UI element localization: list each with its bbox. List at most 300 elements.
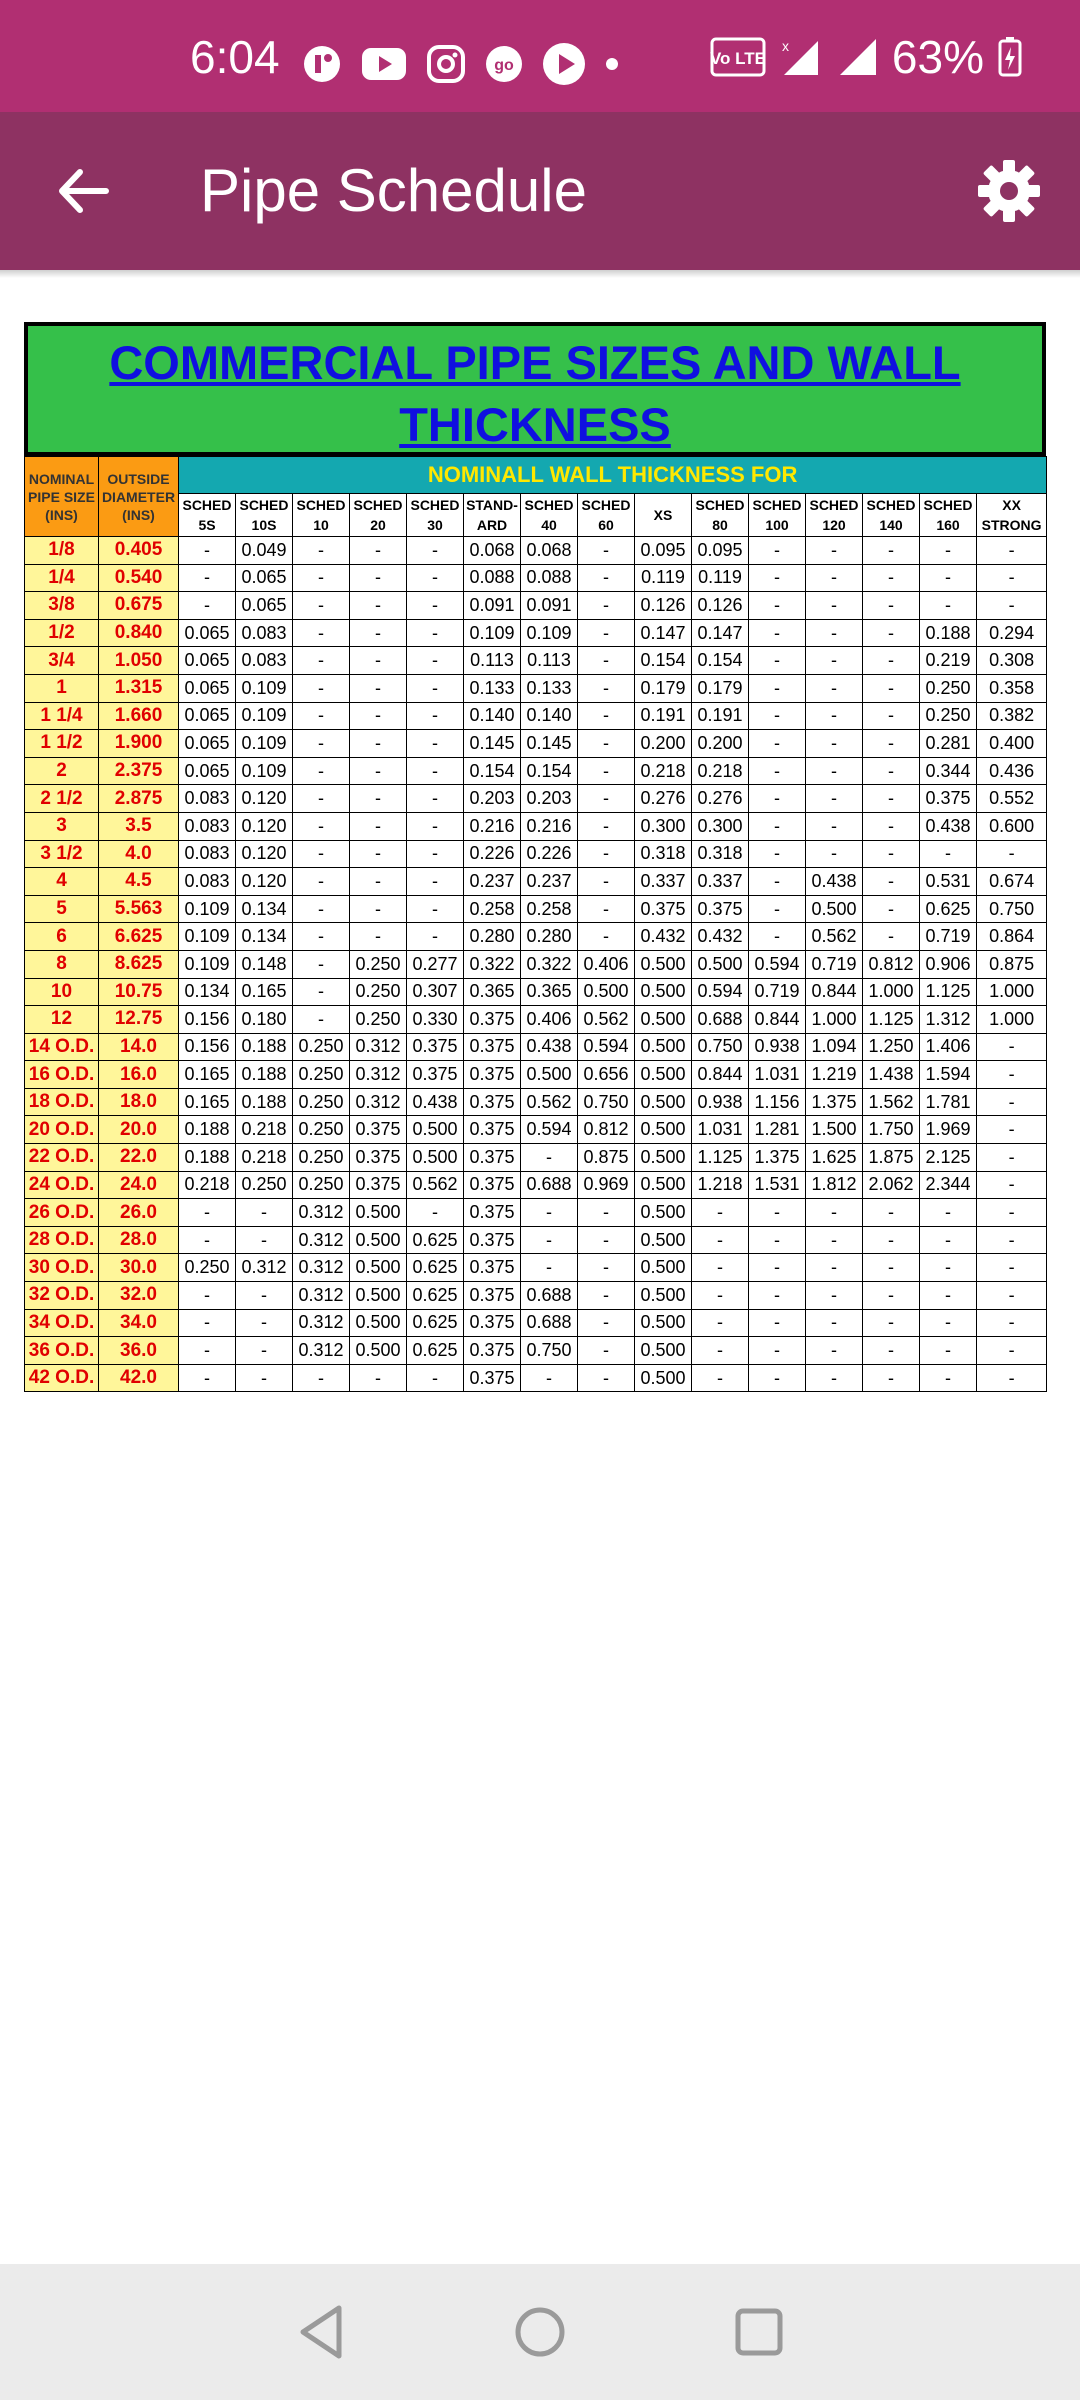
wall-thickness-cell: - <box>350 564 407 592</box>
wall-thickness-cell: 0.500 <box>578 978 635 1006</box>
wall-thickness-cell: - <box>920 1282 977 1310</box>
wall-thickness-cell: 0.250 <box>293 1033 350 1061</box>
wall-thickness-cell: 2.344 <box>920 1171 977 1199</box>
wall-thickness-cell: 0.191 <box>692 702 749 730</box>
wall-thickness-cell: - <box>977 1144 1047 1172</box>
wall-thickness-cell: 0.312 <box>293 1199 350 1227</box>
wall-thickness-cell: 1.094 <box>806 1033 863 1061</box>
wall-thickness-cell: 0.312 <box>293 1282 350 1310</box>
wall-thickness-cell: 1.750 <box>863 1116 920 1144</box>
wall-thickness-cell: - <box>293 647 350 675</box>
wall-thickness-cell: 0.250 <box>293 1116 350 1144</box>
wall-thickness-cell: - <box>863 895 920 923</box>
table-row <box>25 702 1047 730</box>
table-row <box>25 923 1047 951</box>
wall-thickness-cell: 0.688 <box>521 1171 578 1199</box>
wall-thickness-cell: 0.218 <box>179 1171 236 1199</box>
wall-thickness-cell: - <box>863 564 920 592</box>
wall-thickness-cell: 0.600 <box>977 812 1047 840</box>
pipe-size-cell: 1 <box>25 674 99 702</box>
wall-thickness-cell: - <box>293 757 350 785</box>
outside-diameter-cell: 4.5 <box>99 868 179 896</box>
wall-thickness-cell: 0.250 <box>920 702 977 730</box>
wall-thickness-cell: 0.120 <box>236 812 293 840</box>
wall-thickness-cell: 0.109 <box>236 702 293 730</box>
pipe-size-cell: 2 1/2 <box>25 785 99 813</box>
wall-thickness-cell: 0.188 <box>179 1116 236 1144</box>
wall-thickness-cell: 0.406 <box>521 1006 578 1034</box>
wall-thickness-cell: - <box>920 1309 977 1337</box>
pipe-size-cell: 24 O.D. <box>25 1171 99 1199</box>
wall-thickness-cell: 0.625 <box>407 1309 464 1337</box>
wall-thickness-cell: - <box>749 923 806 951</box>
wall-thickness-cell: 0.500 <box>635 1364 692 1392</box>
wall-thickness-cell: 0.165 <box>236 978 293 1006</box>
wall-thickness-cell: 0.500 <box>350 1226 407 1254</box>
wall-thickness-cell: - <box>806 1226 863 1254</box>
wall-thickness-cell: - <box>920 564 977 592</box>
wall-thickness-cell: 0.307 <box>407 978 464 1006</box>
wall-thickness-cell: - <box>236 1199 293 1227</box>
pipe-size-cell: 2 <box>25 757 99 785</box>
wall-thickness-cell: 0.088 <box>521 564 578 592</box>
wall-thickness-cell: - <box>293 785 350 813</box>
wall-thickness-cell: 0.134 <box>179 978 236 1006</box>
wall-thickness-cell: - <box>236 1282 293 1310</box>
wall-thickness-cell: - <box>806 1337 863 1365</box>
wall-thickness-cell: - <box>749 730 806 758</box>
wall-thickness-cell: - <box>179 1226 236 1254</box>
wall-thickness-cell: 0.322 <box>464 950 521 978</box>
wall-thickness-cell: 0.500 <box>635 1033 692 1061</box>
wall-thickness-cell: 0.312 <box>236 1254 293 1282</box>
wall-thickness-cell: 0.375 <box>350 1116 407 1144</box>
pipe-size-cell: 4 <box>25 868 99 896</box>
wall-thickness-cell: - <box>806 647 863 675</box>
wall-thickness-cell: 0.594 <box>521 1116 578 1144</box>
wall-thickness-cell: - <box>863 1337 920 1365</box>
wall-thickness-cell: 0.065 <box>179 619 236 647</box>
wall-thickness-cell: - <box>977 1088 1047 1116</box>
wall-thickness-cell: 1.375 <box>749 1144 806 1172</box>
pipe-size-cell: 30 O.D. <box>25 1254 99 1282</box>
notification-icons <box>302 42 620 86</box>
wall-thickness-cell: 1.031 <box>749 1061 806 1089</box>
wall-thickness-cell: 0.365 <box>521 978 578 1006</box>
wall-thickness-cell: 0.400 <box>977 730 1047 758</box>
app-bar-shadow <box>0 270 1080 278</box>
wall-thickness-cell: - <box>293 702 350 730</box>
wall-thickness-cell: - <box>977 1226 1047 1254</box>
wall-thickness-cell: 0.406 <box>578 950 635 978</box>
pipe-size-cell: 32 O.D. <box>25 1282 99 1310</box>
wall-thickness-cell: 0.719 <box>806 950 863 978</box>
wall-thickness-cell: - <box>578 730 635 758</box>
wall-thickness-cell: - <box>578 537 635 565</box>
wall-thickness-cell: 0.147 <box>692 619 749 647</box>
wall-thickness-cell: 0.250 <box>293 1144 350 1172</box>
wall-thickness-cell: 0.218 <box>635 757 692 785</box>
wall-thickness-cell: 0.864 <box>977 923 1047 951</box>
wall-thickness-cell: 0.500 <box>692 950 749 978</box>
wall-thickness-cell: - <box>578 702 635 730</box>
wall-thickness-cell: - <box>806 1309 863 1337</box>
wall-thickness-cell: - <box>293 619 350 647</box>
wall-thickness-cell: 0.165 <box>179 1088 236 1116</box>
wall-thickness-cell: 0.294 <box>977 619 1047 647</box>
wall-thickness-cell: - <box>407 619 464 647</box>
wall-thickness-cell: - <box>407 1364 464 1392</box>
wall-thickness-cell: - <box>578 1199 635 1227</box>
wall-thickness-cell: 1.375 <box>806 1088 863 1116</box>
wall-thickness-cell: - <box>977 1116 1047 1144</box>
outside-diameter-cell: 32.0 <box>99 1282 179 1310</box>
wall-thickness-cell: 0.083 <box>236 647 293 675</box>
wall-thickness-cell: 0.500 <box>635 1144 692 1172</box>
col-header-outside-diameter: OUTSIDE DIAMETER (INS) <box>99 457 179 537</box>
wall-thickness-cell: 1.125 <box>863 1006 920 1034</box>
wall-thickness-cell: - <box>863 730 920 758</box>
wall-thickness-cell: 0.750 <box>578 1088 635 1116</box>
wall-thickness-cell: 0.844 <box>749 1006 806 1034</box>
wall-thickness-cell: 1.250 <box>863 1033 920 1061</box>
pipe-size-cell: 36 O.D. <box>25 1337 99 1365</box>
pipe-size-cell: 10 <box>25 978 99 1006</box>
wall-thickness-cell: 0.312 <box>293 1254 350 1282</box>
table-row <box>25 1309 1047 1337</box>
outside-diameter-cell: 0.405 <box>99 537 179 565</box>
battery-percent: 63% <box>891 31 984 83</box>
wall-thickness-cell: - <box>920 1226 977 1254</box>
wall-thickness-cell: 1.000 <box>977 1006 1047 1034</box>
wall-thickness-cell: 0.674 <box>977 868 1047 896</box>
wall-thickness-cell: - <box>920 1337 977 1365</box>
wall-thickness-cell: 0.375 <box>464 1309 521 1337</box>
outside-diameter-cell: 8.625 <box>99 950 179 978</box>
wall-thickness-cell: - <box>920 1254 977 1282</box>
wall-thickness-cell: 1.218 <box>692 1171 749 1199</box>
table-row <box>25 537 1047 565</box>
wall-thickness-cell: 0.154 <box>692 647 749 675</box>
home-circle-icon[interactable] <box>510 2302 570 2362</box>
wall-thickness-cell: 1.969 <box>920 1116 977 1144</box>
wall-thickness-cell: 0.500 <box>350 1337 407 1365</box>
battery-icon <box>998 37 1022 77</box>
wall-thickness-cell: - <box>578 647 635 675</box>
wall-thickness-cell: 0.300 <box>692 812 749 840</box>
wall-thickness-cell: 0.375 <box>464 1116 521 1144</box>
wall-thickness-cell: - <box>407 564 464 592</box>
wall-thickness-cell: - <box>863 1364 920 1392</box>
outside-diameter-cell: 36.0 <box>99 1337 179 1365</box>
wall-thickness-cell: 0.375 <box>464 1364 521 1392</box>
wall-thickness-cell: - <box>236 1226 293 1254</box>
wall-thickness-cell: 1.219 <box>806 1061 863 1089</box>
wall-thickness-cell: 1.812 <box>806 1171 863 1199</box>
wall-thickness-cell: - <box>407 730 464 758</box>
table-row <box>25 895 1047 923</box>
wall-thickness-cell: 0.147 <box>635 619 692 647</box>
wall-thickness-cell: 1.000 <box>863 978 920 1006</box>
wall-thickness-cell: 0.140 <box>521 702 578 730</box>
outside-diameter-cell: 4.0 <box>99 840 179 868</box>
group-header: NOMINALL WALL THICKNESS FOR <box>179 457 1047 494</box>
wall-thickness-cell: 0.438 <box>806 868 863 896</box>
wall-thickness-cell: - <box>863 702 920 730</box>
wall-thickness-cell: 0.625 <box>407 1282 464 1310</box>
outside-diameter-cell: 42.0 <box>99 1364 179 1392</box>
wall-thickness-cell: - <box>407 895 464 923</box>
wall-thickness-cell: - <box>578 840 635 868</box>
schedule-header: SCHED 140 <box>863 494 920 537</box>
wall-thickness-cell: - <box>521 1226 578 1254</box>
wall-thickness-cell: - <box>806 702 863 730</box>
wall-thickness-cell: - <box>749 537 806 565</box>
wall-thickness-cell: 0.318 <box>635 840 692 868</box>
wall-thickness-cell: 0.500 <box>635 1254 692 1282</box>
wall-thickness-cell: 0.109 <box>236 757 293 785</box>
wall-thickness-cell: 0.258 <box>464 895 521 923</box>
wall-thickness-cell: 0.188 <box>920 619 977 647</box>
wall-thickness-cell: 0.065 <box>236 592 293 620</box>
schedule-header: SCHED 20 <box>350 494 407 537</box>
wall-thickness-cell: - <box>977 1282 1047 1310</box>
wall-thickness-cell: 0.154 <box>635 647 692 675</box>
wall-thickness-cell: - <box>977 1061 1047 1089</box>
wall-thickness-cell: - <box>863 592 920 620</box>
wall-thickness-cell: - <box>977 1033 1047 1061</box>
wall-thickness-cell: 0.300 <box>635 812 692 840</box>
wall-thickness-cell: - <box>578 895 635 923</box>
wall-thickness-cell: - <box>578 1226 635 1254</box>
wall-thickness-cell: - <box>806 1282 863 1310</box>
wall-thickness-cell: - <box>749 840 806 868</box>
wall-thickness-cell: 0.119 <box>692 564 749 592</box>
wall-thickness-cell: 1.312 <box>920 1006 977 1034</box>
wall-thickness-cell: - <box>749 785 806 813</box>
wall-thickness-cell: 0.625 <box>407 1337 464 1365</box>
outside-diameter-cell: 0.675 <box>99 592 179 620</box>
table-row <box>25 1033 1047 1061</box>
wall-thickness-cell: 0.133 <box>464 674 521 702</box>
wall-thickness-cell: 0.083 <box>179 840 236 868</box>
wall-thickness-cell: 0.375 <box>464 1061 521 1089</box>
wall-thickness-cell: 0.750 <box>692 1033 749 1061</box>
table-title-line2: THICKNESS <box>399 398 671 451</box>
wall-thickness-cell: - <box>236 1364 293 1392</box>
wall-thickness-cell: - <box>350 592 407 620</box>
wall-thickness-cell: 0.322 <box>521 950 578 978</box>
schedule-header: SCHED 60 <box>578 494 635 537</box>
wall-thickness-cell: 0.154 <box>464 757 521 785</box>
wall-thickness-cell: 0.438 <box>920 812 977 840</box>
table-row <box>25 1088 1047 1116</box>
table-row <box>25 1364 1047 1392</box>
wall-thickness-cell: 0.432 <box>692 923 749 951</box>
wall-thickness-cell: 0.365 <box>464 978 521 1006</box>
table-row <box>25 1337 1047 1365</box>
wall-thickness-cell: 0.203 <box>464 785 521 813</box>
wall-thickness-cell: - <box>521 1144 578 1172</box>
wall-thickness-cell: - <box>749 1337 806 1365</box>
wall-thickness-cell: 0.109 <box>521 619 578 647</box>
outside-diameter-cell: 1.050 <box>99 647 179 675</box>
wall-thickness-cell: 0.500 <box>635 978 692 1006</box>
schedule-header: XX STRONG <box>977 494 1047 537</box>
wall-thickness-cell: - <box>749 895 806 923</box>
wall-thickness-cell: 0.625 <box>920 895 977 923</box>
wall-thickness-cell: 0.500 <box>635 1061 692 1089</box>
wall-thickness-cell: - <box>863 1226 920 1254</box>
wall-thickness-cell: - <box>806 730 863 758</box>
outside-diameter-cell: 22.0 <box>99 1144 179 1172</box>
instagram-icon <box>426 44 466 84</box>
wall-thickness-cell: - <box>350 785 407 813</box>
outside-diameter-cell: 2.875 <box>99 785 179 813</box>
wall-thickness-cell: - <box>236 1337 293 1365</box>
wall-thickness-cell: 0.226 <box>464 840 521 868</box>
wall-thickness-cell: 1.562 <box>863 1088 920 1116</box>
wall-thickness-cell: 0.594 <box>578 1033 635 1061</box>
svg-text:go: go <box>494 57 514 74</box>
wall-thickness-cell: - <box>578 812 635 840</box>
gear-icon[interactable] <box>974 156 1044 226</box>
wall-thickness-cell: - <box>407 923 464 951</box>
wall-thickness-cell: - <box>863 812 920 840</box>
pipe-size-cell: 12 <box>25 1006 99 1034</box>
wall-thickness-cell: - <box>806 592 863 620</box>
schedule-header: SCHED 80 <box>692 494 749 537</box>
status-time: 6:04 <box>190 31 280 83</box>
table-row <box>25 1171 1047 1199</box>
wall-thickness-cell: 0.091 <box>521 592 578 620</box>
wall-thickness-cell: - <box>578 619 635 647</box>
wall-thickness-cell: 0.375 <box>407 1033 464 1061</box>
wall-thickness-cell: 0.312 <box>293 1337 350 1365</box>
wall-thickness-cell: - <box>293 923 350 951</box>
wall-thickness-cell: 0.844 <box>692 1061 749 1089</box>
table-row <box>25 785 1047 813</box>
wall-thickness-cell: 0.337 <box>635 868 692 896</box>
recents-square-icon[interactable] <box>729 2302 789 2362</box>
wall-thickness-cell: - <box>749 868 806 896</box>
go-icon <box>484 44 524 84</box>
wall-thickness-cell: 0.109 <box>236 674 293 702</box>
wall-thickness-cell: - <box>977 1254 1047 1282</box>
wall-thickness-cell: - <box>578 923 635 951</box>
pipe-size-cell: 18 O.D. <box>25 1088 99 1116</box>
outside-diameter-cell: 5.563 <box>99 895 179 923</box>
wall-thickness-cell: 0.500 <box>350 1254 407 1282</box>
wall-thickness-cell: 0.065 <box>236 564 293 592</box>
wall-thickness-cell: 1.281 <box>749 1116 806 1144</box>
wall-thickness-cell: 0.237 <box>464 868 521 896</box>
outside-diameter-cell: 16.0 <box>99 1061 179 1089</box>
wall-thickness-cell: - <box>578 757 635 785</box>
wall-thickness-cell: - <box>293 895 350 923</box>
wall-thickness-cell: 0.375 <box>464 1033 521 1061</box>
wall-thickness-cell: - <box>350 702 407 730</box>
wall-thickness-cell: 0.179 <box>692 674 749 702</box>
wall-thickness-cell: 1.875 <box>863 1144 920 1172</box>
wall-thickness-cell: - <box>521 1364 578 1392</box>
wall-thickness-cell: 0.375 <box>464 1226 521 1254</box>
wall-thickness-cell: 0.500 <box>635 1088 692 1116</box>
outside-diameter-cell: 1.315 <box>99 674 179 702</box>
wall-thickness-cell: 0.258 <box>521 895 578 923</box>
wall-thickness-cell: 0.276 <box>692 785 749 813</box>
wall-thickness-cell: - <box>236 1309 293 1337</box>
wall-thickness-cell: 0.375 <box>464 1199 521 1227</box>
wall-thickness-cell: 0.938 <box>692 1088 749 1116</box>
wall-thickness-cell: - <box>863 1309 920 1337</box>
wall-thickness-cell: - <box>863 757 920 785</box>
wall-thickness-cell: - <box>692 1199 749 1227</box>
wall-thickness-cell: 0.500 <box>806 895 863 923</box>
wall-thickness-cell: 0.375 <box>464 1144 521 1172</box>
wall-thickness-cell: 0.250 <box>293 1171 350 1199</box>
wall-thickness-cell: - <box>407 592 464 620</box>
wall-thickness-cell: 0.281 <box>920 730 977 758</box>
table-row <box>25 1144 1047 1172</box>
wall-thickness-cell: - <box>692 1364 749 1392</box>
outside-diameter-cell: 34.0 <box>99 1309 179 1337</box>
wall-thickness-cell: - <box>179 1337 236 1365</box>
wall-thickness-cell: 0.812 <box>578 1116 635 1144</box>
wall-thickness-cell: 0.938 <box>749 1033 806 1061</box>
wall-thickness-cell: - <box>578 1309 635 1337</box>
wall-thickness-cell: 0.216 <box>464 812 521 840</box>
wall-thickness-cell: 0.562 <box>521 1088 578 1116</box>
status-app-icon <box>302 44 342 84</box>
wall-thickness-cell: - <box>977 537 1047 565</box>
status-right <box>710 30 1022 84</box>
wall-thickness-cell: 0.375 <box>692 895 749 923</box>
wall-thickness-cell: - <box>578 1282 635 1310</box>
wall-thickness-cell: - <box>863 923 920 951</box>
pipe-size-cell: 1 1/2 <box>25 730 99 758</box>
pipe-size-cell: 3/4 <box>25 647 99 675</box>
wall-thickness-cell: - <box>350 812 407 840</box>
wall-thickness-cell: 0.531 <box>920 868 977 896</box>
wall-thickness-cell: - <box>863 1254 920 1282</box>
wall-thickness-cell: 0.656 <box>578 1061 635 1089</box>
wall-thickness-cell: 0.156 <box>179 1033 236 1061</box>
back-triangle-icon[interactable] <box>293 2302 353 2362</box>
wall-thickness-cell: 0.200 <box>635 730 692 758</box>
wall-thickness-cell: - <box>407 757 464 785</box>
table-row <box>25 1116 1047 1144</box>
table-row <box>25 868 1047 896</box>
wall-thickness-cell: 0.562 <box>407 1171 464 1199</box>
outside-diameter-cell: 20.0 <box>99 1116 179 1144</box>
wall-thickness-cell: - <box>293 1364 350 1392</box>
wall-thickness-cell: 0.083 <box>179 812 236 840</box>
wall-thickness-cell: 0.083 <box>179 868 236 896</box>
back-arrow-icon[interactable] <box>48 156 118 226</box>
wall-thickness-cell: 0.750 <box>977 895 1047 923</box>
wall-thickness-cell: 0.375 <box>407 1061 464 1089</box>
wall-thickness-cell: - <box>407 647 464 675</box>
wall-thickness-cell: - <box>407 702 464 730</box>
pipe-size-cell: 22 O.D. <box>25 1144 99 1172</box>
wall-thickness-cell: - <box>293 537 350 565</box>
pipe-size-cell: 42 O.D. <box>25 1364 99 1392</box>
wall-thickness-cell: 0.250 <box>920 674 977 702</box>
wall-thickness-cell: 0.180 <box>236 1006 293 1034</box>
wall-thickness-cell: 0.250 <box>350 1006 407 1034</box>
volte-icon <box>710 37 766 77</box>
